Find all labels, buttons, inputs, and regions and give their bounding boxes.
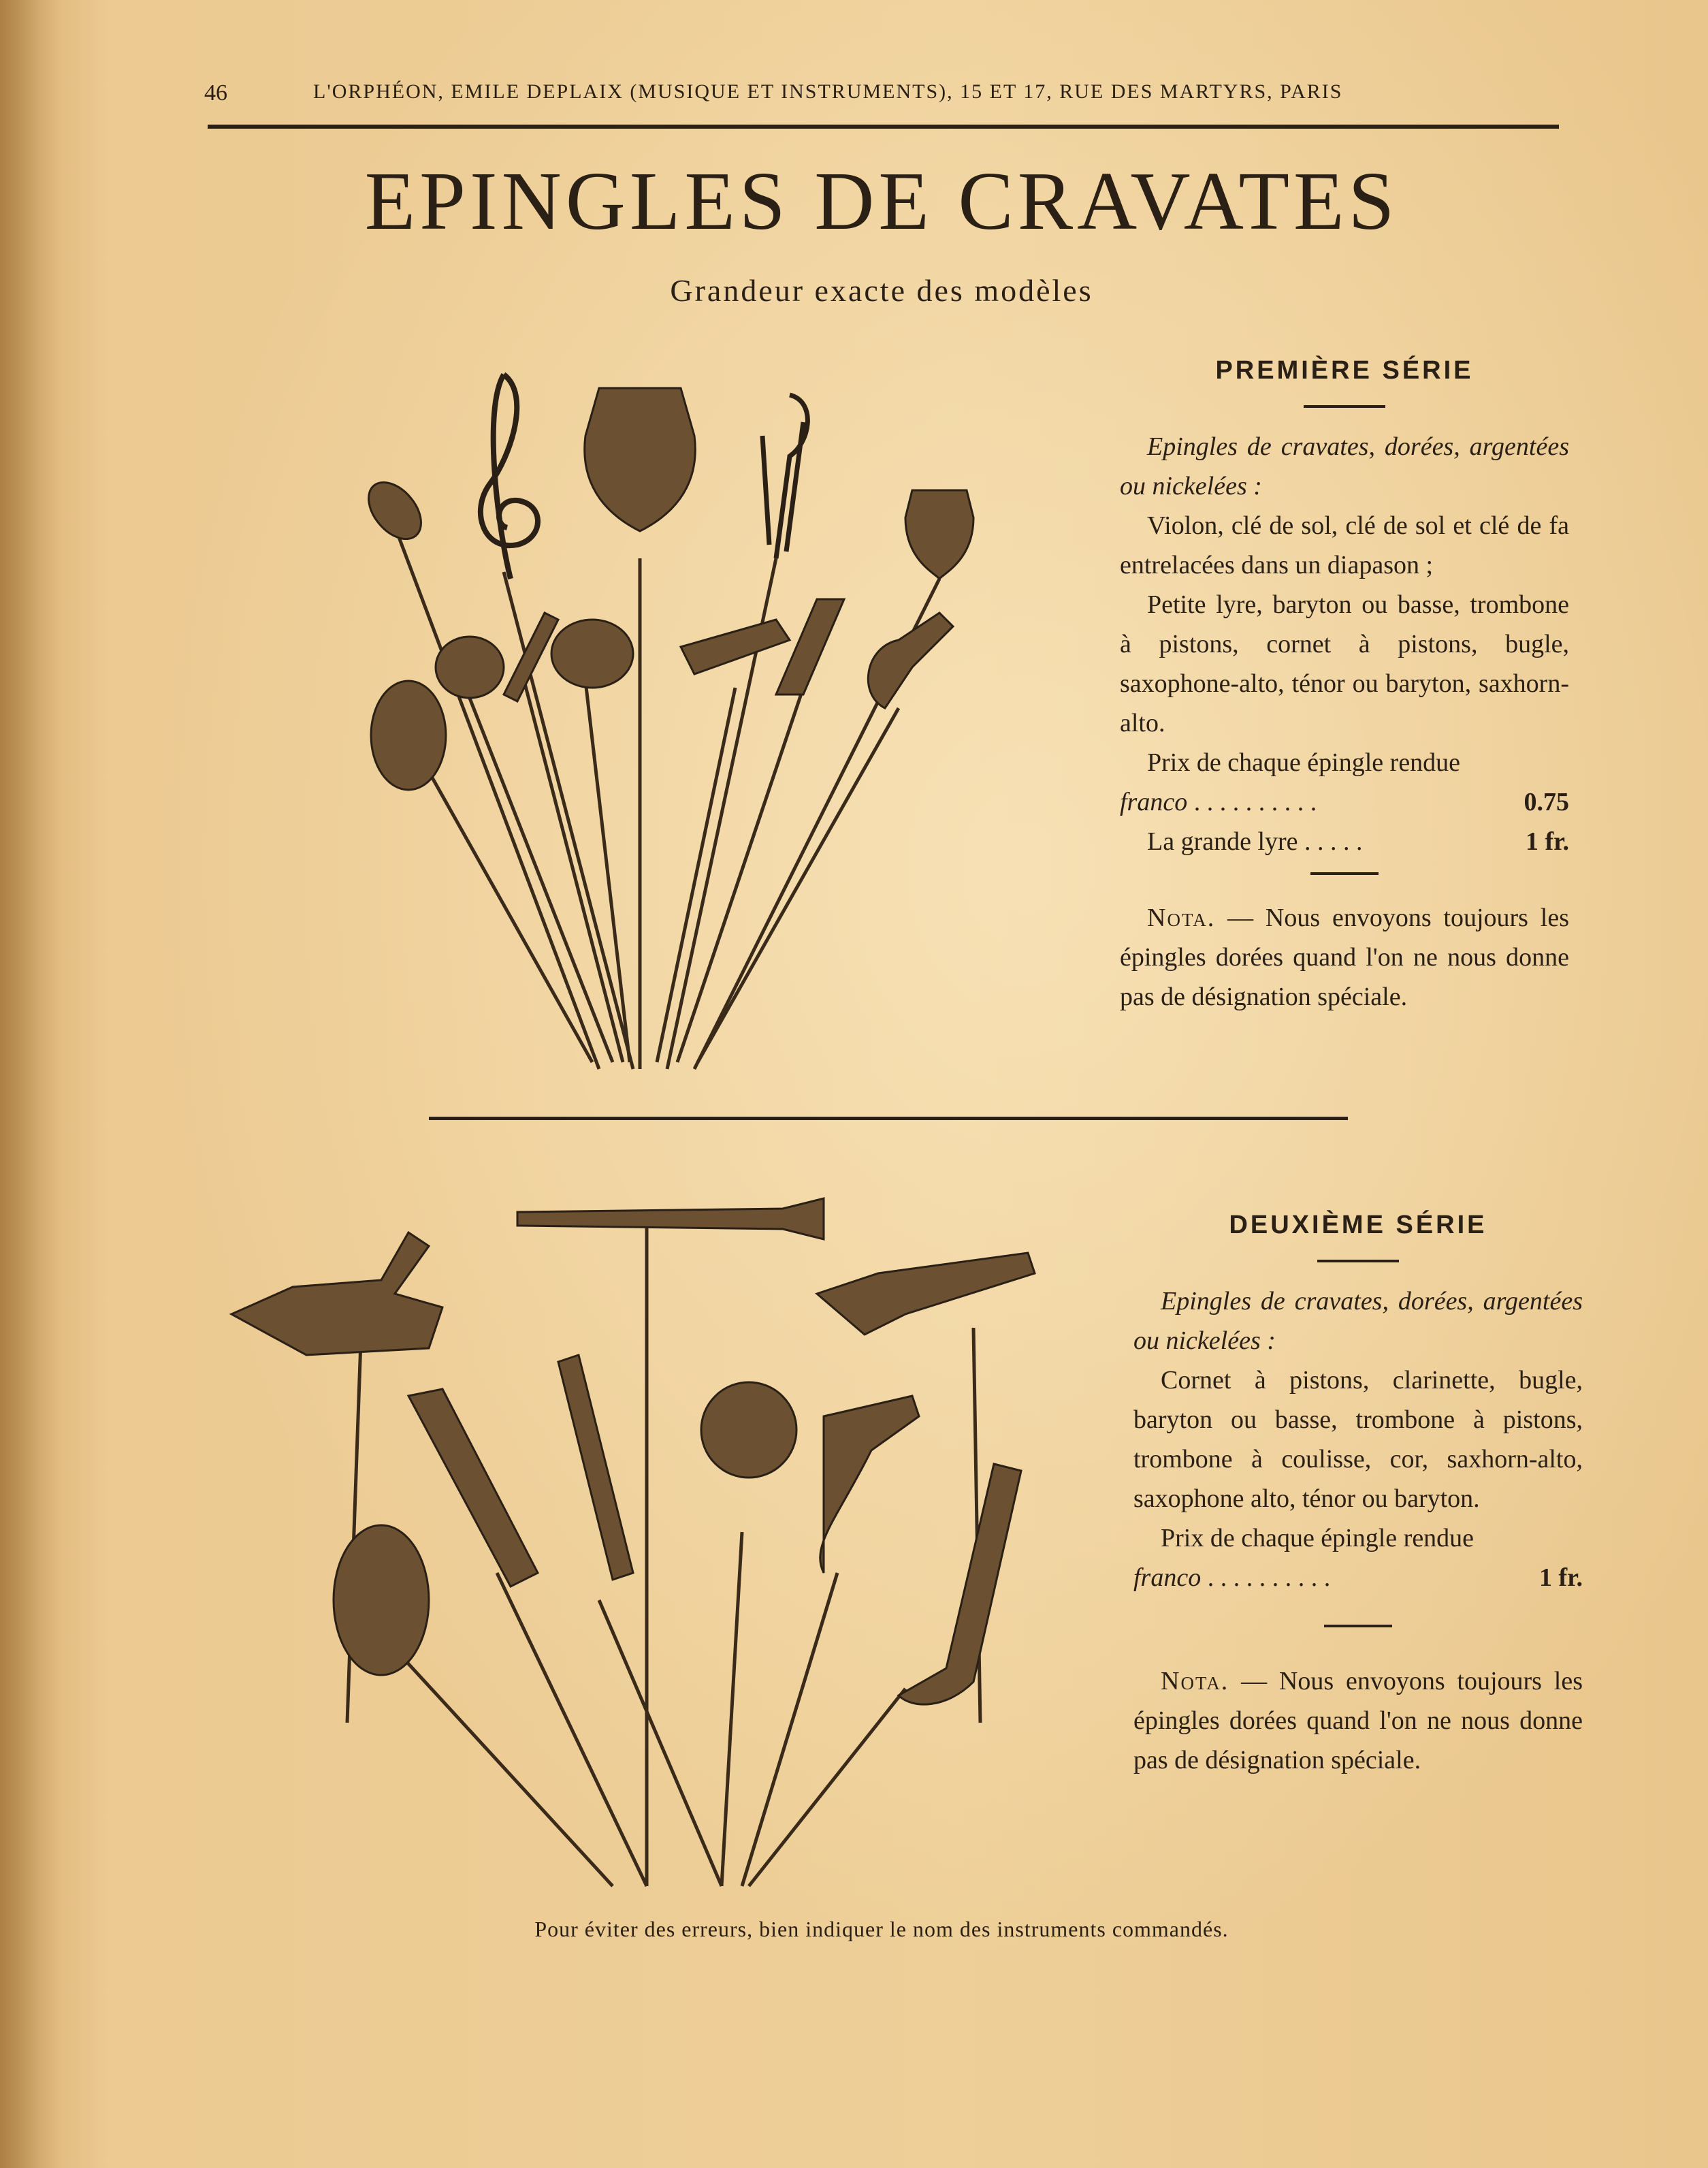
violin-icon: [358, 473, 432, 549]
lyre-icon: [585, 388, 696, 531]
grande-lyre-label: La grande lyre . . . . .: [1147, 827, 1363, 856]
clarinet-icon: [517, 1198, 824, 1239]
first-series-text: [1120, 351, 1569, 1017]
section-divider: [429, 1117, 1348, 1120]
second-series-intro: Epingles de cravates, dorées, argentées ou nickelées :: [1133, 1287, 1583, 1355]
second-series-price-intro: Prix de chaque épingle rendue: [1161, 1524, 1475, 1552]
page-fold-shadow: [0, 0, 61, 2168]
pins-illustration-2: [225, 1192, 1110, 1907]
second-series-price-value: 1 fr.: [1538, 1563, 1583, 1592]
second-series-rule: [1317, 1260, 1399, 1262]
second-series-para1: Cornet à pistons, clarinette, bugle, baryton ou basse, trombone à pistons, trombone à coulisse, cor, saxhorn-alto, saxophone alto, ténor ou baryton.: [1133, 1366, 1583, 1513]
pin-cor: [722, 1532, 742, 1886]
header-text: L'ORPHÉON, EMILE DEPLAIX (MUSIQUE ET INSTRUMENTS), 15 ET 17, RUE DES MARTYRS, PARIS: [313, 80, 1343, 103]
second-series-price-line: franco . . . . . . . . . . 1 fr.: [1133, 1558, 1583, 1597]
page-footer: Pour éviter des erreurs, bien indiquer le nom des instruments commandés.: [534, 1917, 1229, 1941]
second-series-rule-2: [1324, 1625, 1392, 1627]
pin-trombone-coulisse: [599, 1600, 722, 1886]
illustration-second-series: [225, 1192, 1110, 1907]
cor-icon: [701, 1382, 796, 1478]
trumpet-icon: [681, 620, 790, 674]
trombone-coulisse-icon: [558, 1355, 633, 1580]
first-series-rule-2: [1310, 872, 1379, 875]
pin-baryton: [408, 735, 592, 1062]
trombone-icon: [504, 613, 558, 701]
saxophone-icon: [776, 599, 844, 695]
cornet-icon: [436, 637, 504, 698]
baryton-icon: [371, 681, 446, 790]
pin-saxhorn-2: [742, 1573, 837, 1886]
header-rule: [208, 125, 1559, 129]
first-series-rule: [1304, 405, 1385, 408]
trombone-pistons-icon: [408, 1389, 538, 1587]
first-series-price-intro: Prix de chaque épingle rendue: [1147, 748, 1461, 777]
page-header: [204, 68, 1559, 123]
pin-baryton-2: [381, 1634, 613, 1886]
page-subtitle: Grandeur exacte des modèles: [670, 273, 1093, 308]
illustration-first-series: [300, 354, 1103, 1089]
first-series-intro: Epingles de cravates, dorées, argentées ou nickelées :: [1120, 432, 1569, 500]
second-series-heading: DEUXIÈME SÉRIE: [1229, 1211, 1487, 1239]
first-series-nota: Nota. — Nous envoyons toujours les épingles dorées quand l'on ne nous donne pas de désignation spéciale.: [1120, 904, 1569, 1011]
saxhorn-icon-2: [820, 1396, 919, 1573]
small-lyre-icon: [905, 490, 973, 579]
treble-clef-icon: [481, 374, 538, 579]
page-number: 46: [204, 80, 227, 106]
bugle-icon-2: [817, 1253, 1035, 1335]
first-series-price-value: 0.75: [1524, 788, 1569, 816]
franco-label-2: franco: [1133, 1563, 1202, 1592]
bugle-icon: [551, 620, 633, 688]
grande-lyre-line: [1120, 822, 1569, 861]
second-series-nota: Nota. — Nous envoyons toujours les épingles dorées quand l'on ne nous donne pas de désignation spéciale.: [1133, 1667, 1583, 1774]
clef-diapason-icon: [762, 395, 807, 558]
cornet-icon-2: [231, 1232, 442, 1355]
grande-lyre-value: 1 fr.: [1525, 827, 1569, 856]
franco-label: franco: [1120, 788, 1188, 816]
first-series-para2: Petite lyre, baryton ou basse, trombone à pistons, cornet à pistons, bugle, saxophone-alto, ténor ou baryton, saxhorn-alto.: [1120, 590, 1569, 737]
first-series-heading: PREMIÈRE SÉRIE: [1215, 356, 1474, 385]
second-series-text: [1133, 1205, 1583, 1780]
baryton-icon-2: [334, 1525, 429, 1675]
first-series-price-line: franco . . . . . . . . . . 0.75: [1120, 782, 1569, 822]
pin-saxhorn: [698, 708, 899, 1062]
saxhorn-icon: [868, 613, 953, 708]
pin-trombone-pistons: [497, 1573, 647, 1886]
saxophone-icon-2: [899, 1464, 1021, 1704]
page-title: EPINGLES DE CRAVATES: [364, 155, 1399, 247]
pins-illustration-1: [300, 354, 1103, 1089]
first-series-para1: Violon, clé de sol, clé de sol et clé de fa entrelacées dans un diapason ;: [1120, 511, 1569, 579]
